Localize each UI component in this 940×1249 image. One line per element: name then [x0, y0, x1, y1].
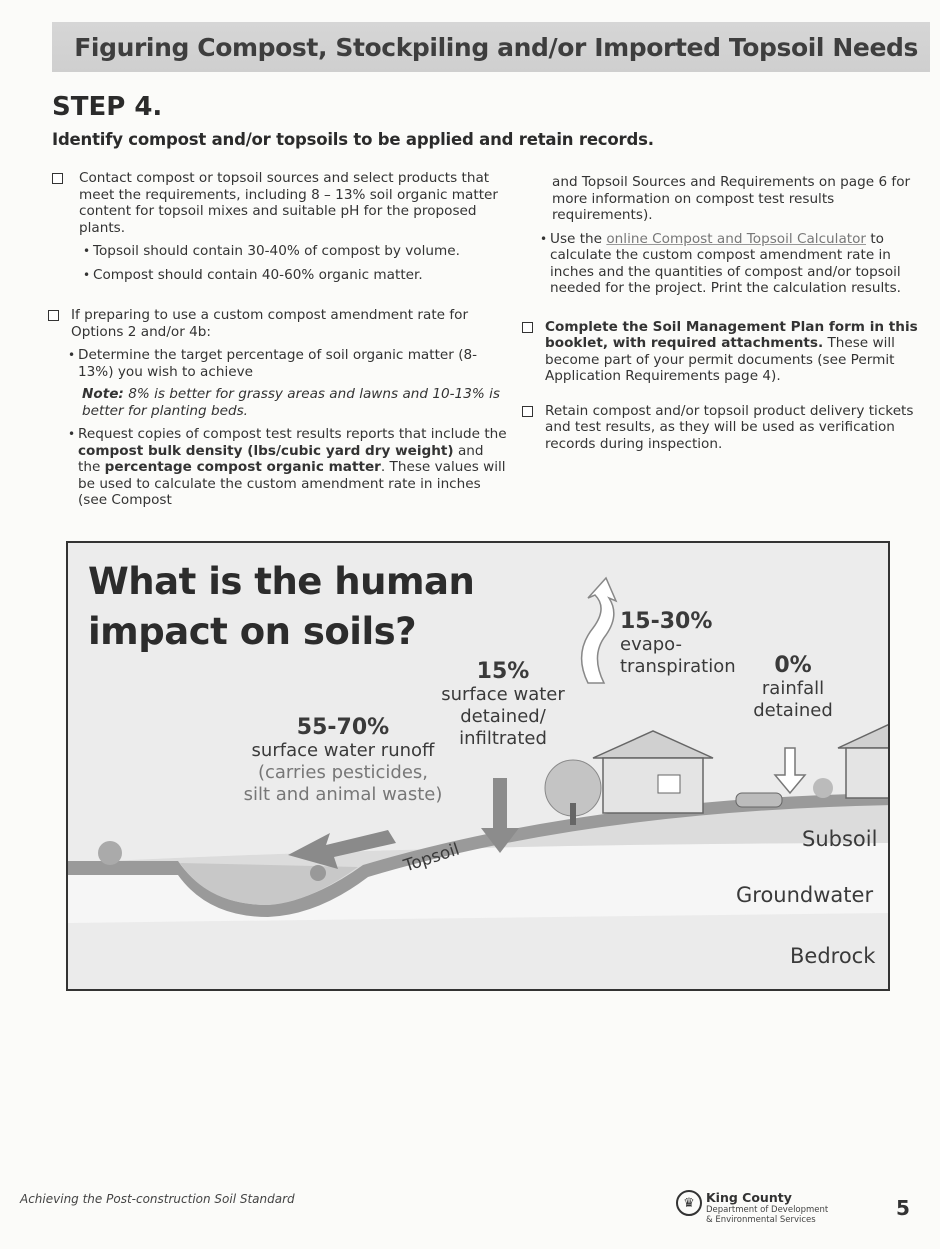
evapo-text: transpiration: [620, 656, 736, 677]
bullet-text: Determine the target percentage of soil organic matter (8-13%) you wish to achieve: [78, 347, 478, 380]
bullet-calculator: • Use the online Compost and Topsoil Calculator to calculate the custom compost amendment rate in inches and the quantities of compost and/or topsoil needed for the project. Print the calculation results.: [540, 231, 927, 297]
bullet-target-percentage: • Determine the target percentage of soil organic matter (8-13%) you wish to achieve: [68, 347, 507, 380]
bold-run: percentage compost organic matter: [104, 459, 381, 475]
figure-title-line: impact on soils?: [88, 610, 417, 653]
org-name: King County: [706, 1190, 792, 1205]
bullet-text: Compost should contain 40-60% organic matter.: [93, 266, 423, 283]
house-wall-2: [846, 748, 890, 798]
text-run: and the: [78, 442, 484, 475]
text-run: Request copies of compost test results reports that include the: [78, 426, 507, 442]
checklist-item-soil-plan: [522, 319, 927, 385]
text-run: Use the: [550, 230, 607, 247]
bedrock-label: Bedrock: [790, 944, 876, 968]
header-banner: [52, 22, 930, 72]
plant-icon: [98, 841, 122, 865]
subsoil-label: Subsoil: [802, 827, 878, 851]
text-run: These will become part of your permit documents (see Permit Application Requirements page 4).: [545, 335, 895, 384]
topsoil-label: Topsoil: [401, 839, 463, 877]
house-roof-2: [838, 723, 890, 748]
checkbox-icon[interactable]: [52, 173, 63, 184]
checkbox-icon[interactable]: [48, 310, 59, 321]
evapo-percent: 15-30%: [620, 609, 713, 634]
step-subtitle: Identify compost and/or topsoils to be applied and retain records.: [52, 130, 654, 149]
org-dept: & Environmental Services: [706, 1215, 816, 1225]
text-run: . These values will be used to calculate the custom amendment rate in inches (see Compost: [78, 459, 506, 508]
evapo-text: evapo-: [620, 634, 683, 655]
evaporation-arrow-icon: [582, 578, 616, 683]
footer-doc-title: Achieving the Post-construction Soil Standard: [20, 1192, 295, 1206]
runoff-percent: 55-70%: [296, 715, 390, 740]
rainfall-text: rainfall: [761, 678, 825, 699]
bullet-compost: • Compost should contain 40-60% organic matter.: [83, 266, 423, 283]
crown-icon: ♛: [676, 1190, 702, 1216]
bullet-request-copies: • Request copies of compost test results reports that include the compost bulk density (lbs/cubic yard dry weight) and the percentage compost organic matter. These values will be used to calculate the custom amendment rate in inches (see Compost: [68, 426, 507, 508]
left-column: [52, 170, 507, 509]
calculator-link[interactable]: online Compost and Topsoil Calculator: [606, 230, 867, 247]
note-label: Note:: [82, 386, 124, 402]
groundwater-label: Groundwater: [736, 883, 874, 907]
detained-text: detained/: [460, 706, 546, 727]
plant-icon: [813, 778, 833, 798]
detained-percent: 15%: [476, 659, 530, 684]
page-title: Figuring Compost, Stockpiling and/or Imported Topsoil Needs: [74, 32, 918, 62]
continued-text: and Topsoil Sources and Requirements on page 6 for more information on compost test results requirements).: [552, 174, 911, 223]
runoff-sub: silt and animal waste): [243, 784, 443, 805]
checkbox-icon[interactable]: [522, 322, 533, 333]
figure-title: [88, 557, 474, 657]
note-text: 8% is better for grassy areas and lawns and 10-13% is better for planting beds.: [82, 386, 500, 419]
detained-label: [433, 659, 573, 750]
org-dept: Department of Development: [706, 1205, 829, 1215]
figure-title-line: What is the human: [88, 560, 475, 603]
bold-run: Complete the Soil Management Plan form in this booklet, with required attachments.: [545, 318, 918, 351]
text-run: to calculate the custom compost amendment rate in inches and the quantities of compost and/or topsoil needed for the project. Print the calculation results.: [550, 230, 901, 296]
runoff-sub: (carries pesticides,: [257, 762, 429, 783]
item-text: Contact compost or topsoil sources and select products that meet the requirements, including 8 – 13% soil organic matter content for topsoil mixes and suitable pH for the proposed plants.: [79, 170, 498, 236]
bullet-text: [550, 231, 927, 297]
king-county-logo: [676, 1190, 828, 1225]
runoff-label: [228, 715, 458, 806]
bold-run: compost bulk density (lbs/cubic yard dry weight): [78, 442, 454, 459]
right-column: [522, 174, 927, 452]
checkbox-icon[interactable]: [522, 406, 533, 417]
rainfall-text: detained: [753, 700, 833, 721]
note: [82, 386, 507, 419]
runoff-text: surface water runoff: [251, 740, 435, 761]
house-roof: [593, 731, 713, 758]
rainfall-arrow-icon: [775, 748, 805, 793]
evapo-label: [620, 609, 736, 678]
rainfall-label: [738, 653, 848, 722]
bullet-topsoil: • Topsoil should contain 30-40% of compost by volume.: [83, 243, 460, 259]
house-wall: [603, 758, 703, 813]
plant-icon: [310, 865, 326, 881]
item-text: Retain compost and/or topsoil product delivery tickets and test results, as they will be used as verification records during inspection.: [545, 402, 914, 452]
page-number: 5: [896, 1196, 910, 1220]
step-heading: STEP 4.: [52, 92, 163, 122]
house-window: [658, 775, 680, 793]
checklist-item-retain: [522, 403, 927, 453]
detained-text: infiltrated: [459, 728, 547, 749]
item-text: If preparing to use a custom compost amendment rate for Options 2 and/or 4b:: [71, 307, 469, 340]
checklist-item-contact-sources: [52, 170, 507, 283]
soil-impact-figure: [66, 541, 890, 991]
car-icon: [736, 793, 782, 807]
checklist-item-custom-rate: [48, 307, 507, 340]
bullet-text: [78, 426, 507, 509]
detained-text: surface water: [441, 684, 565, 705]
bullet-text: Topsoil should contain 30-40% of compost by volume.: [93, 243, 460, 259]
rainfall-percent: 0%: [774, 653, 812, 678]
